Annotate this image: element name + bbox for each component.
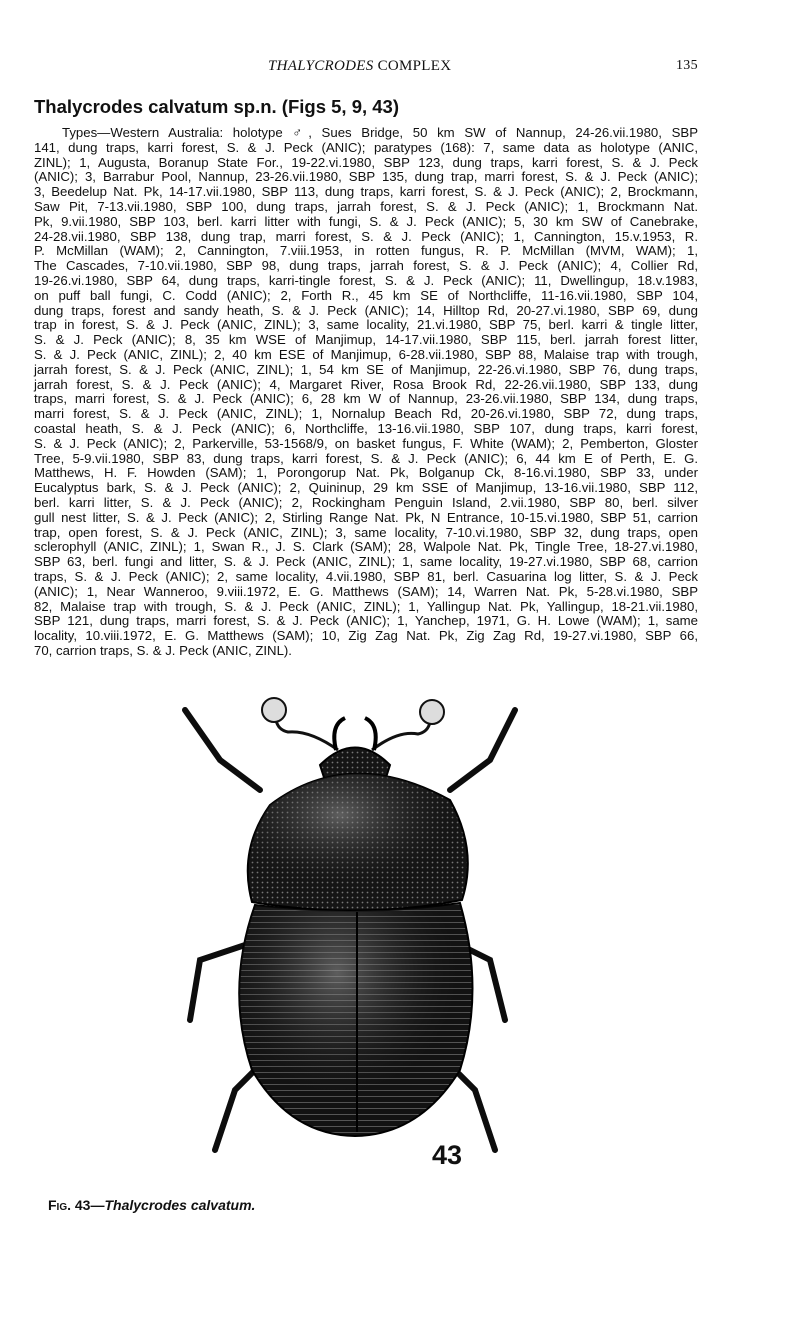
paragraph-line: SBP 63, berl. fungi and litter, S. & J. Peck (ANIC, ZINL); 1, same locality, 19-27.vi.1980, SBP 68, carrion: [34, 554, 698, 570]
paragraph-line: trap in forest, S. & J. Peck (ANIC, ZINL); 3, same locality, 21.vi.1980, SBP 75, berl. karri & tingle litter,: [34, 317, 698, 333]
paragraph-line: Matthews, H. F. Howden (SAM); 1, Porongorup Nat. Pk, Bolganup Ck, 8-16.vi.1980, SBP 33, under: [34, 465, 698, 481]
figure-caption-species: Thalycrodes calvatum.: [104, 1197, 256, 1213]
paragraph-line: (ANIC); 3, Barrabur Pool, Nannup, 23-26.vii.1980, SBP 135, dung trap, marri forest, S. & J. Peck (ANIC);: [34, 169, 698, 185]
paragraph-line: dung traps, forest and sandy heath, S. & J. Peck (ANIC); 14, Hilltop Rd, 20-27.vi.1980, SBP 69, dung: [34, 302, 698, 318]
paragraph-line: SBP 121, dung traps, marri forest, S. & J. Peck (ANIC); 1, Yanchep, 1971, G. H. Lowe (WAM); 1, same: [34, 613, 698, 629]
paragraph-line: (ANIC); 1, Near Wanneroo, 9.viii.1972, E. G. Matthews (SAM); 14, Warren Nat. Pk, 5-28.vi.1980, SBP: [34, 583, 698, 599]
paragraph-line: on puff ball fungi, C. Codd (ANIC); 2, Forth R., 45 km SE of Northcliffe, 11-16.vii.1980, SBP 104,: [34, 287, 698, 303]
paragraph-line: 24-28.vii.1980, SBP 138, dung trap, marri forest, S. & J. Peck (ANIC); 1, Cannington, 15.v.1953, R.: [34, 228, 698, 244]
paragraph-line: S. & J. Peck (ANIC); 8, 35 km WSE of Manjimup, 14-17.vii.1980, SBP 115, berl. jarrah forest litter,: [34, 332, 698, 348]
paragraph-line: locality, 10.viii.1972, E. G. Matthews (SAM); 10, Zig Zag Nat. Pk, Zig Zag Rd, 19-27.vi.1980, SBP 66,: [34, 628, 698, 644]
paragraph-line: Eucalyptus bark, S. & J. Peck (ANIC); 2, Quininup, 29 km SSE of Manjimup, 13-16.vii.1980, SBP 112,: [34, 480, 698, 496]
paragraph-line: P. McMillan (WAM); 2, Cannington, 7.viii.1953, in rotten fungus, R. P. McMillan (MVM, WAM); 1,: [34, 243, 698, 259]
paragraph-line: traps, marri forest, S. & J. Peck (ANIC); 6, 28 km W of Nannup, 23-26.vii.1980, SBP 134, dung traps,: [34, 391, 698, 407]
figure-caption: [48, 1197, 255, 1213]
beetle-illustration: [160, 690, 540, 1170]
paragraph-line: gull nest litter, S. & J. Peck (ANIC); 2, Stirling Range Nat. Pk, N Entrance, 10-15.vi.1980, SBP 51, carrion: [34, 509, 698, 525]
paragraph-line: The Cascades, 7-10.vii.1980, SBP 98, dung traps, jarrah forest, S. & J. Peck (ANIC); 4, Collier Rd,: [34, 258, 698, 274]
paragraph-line: 19-26.vi.1980, SBP 64, dung traps, karri-tingle forest, S. & J. Peck (ANIC); 11, Dwellingup, 18.v.1983,: [34, 272, 698, 288]
paragraph-line: coastal heath, S. & J. Peck (ANIC); 6, Northcliffe, 13-16.vii.1980, SBP 107, dung traps, karri forest,: [34, 420, 698, 436]
running-title-rest: COMPLEX: [373, 58, 452, 74]
paragraph-line: sclerophyll (ANIC, ZINL); 1, Swan R., J. S. Clark (SAM); 28, Walpole Nat. Pk, Tingle Tree, 18-27.vi.1980,: [34, 539, 698, 555]
paragraph-line: Tree, 5-9.vii.1980, SBP 83, dung traps, karri forest, S. & J. Peck (ANIC); 6, 44 km E of Perth, E. G.: [34, 450, 698, 466]
left-antenna: [276, 720, 338, 750]
running-title-genus: THALYCRODES: [268, 58, 374, 74]
mandible-right: [365, 718, 376, 750]
figure-caption-prefix: Fig. 43—: [48, 1197, 105, 1213]
paragraph-line: trap, open forest, S. & J. Peck (ANIC, ZINL); 3, same locality, 7-10.vi.1980, SBP 32, dung traps, open: [34, 524, 698, 540]
left-antenna-club: [262, 698, 286, 722]
paragraph-line: jarrah forest, S. & J. Peck (ANIC, ZINL); 1, 54 km SE of Manjimup, 22-26.vi.1980, SBP 76, dung traps,: [34, 361, 698, 377]
paragraph-line: berl. karri litter, S. & J. Peck (ANIC); 2, Rockingham Penguin Island, 2.vii.1980, SBP 80, berl. silver: [34, 494, 698, 510]
paragraph-line: jarrah forest, S. & J. Peck (ANIC); 4, Margaret River, Rosa Brook Rd, 22-26.vii.1980, SBP 133, dung: [34, 376, 698, 392]
right-antenna-club: [420, 700, 444, 724]
paragraph-line: S. & J. Peck (ANIC, ZINL); 2, 40 km ESE of Manjimup, 6-28.vii.1980, SBP 88, Malaise trap with trough,: [34, 346, 698, 362]
paragraph-line: 3, Beedelup Nat. Pk, 14-17.vii.1980, SBP 113, dung traps, karri forest, S. & J. Peck (ANIC); 2, Brockmann,: [34, 184, 698, 200]
paragraph-line: 82, Malaise trap with trough, S. & J. Peck (ANIC, ZINL); 1, Yallingup Nat. Pk, Yallingup, 18-21.vii.1980,: [34, 598, 698, 614]
figure-number-label: 43: [432, 1140, 463, 1170]
species-heading-name: Thalycrodes calvatum: [34, 96, 229, 117]
species-heading: [34, 96, 399, 118]
species-heading-figure-refs: sp.n. (Figs 5, 9, 43): [228, 96, 399, 117]
paragraph-line: 141, dung traps, karri forest, S. & J. Peck (ANIC); paratypes (168): 7, same data as holotype (ANIC,: [34, 139, 698, 155]
page-number: 135: [676, 58, 698, 73]
types-paragraph: [34, 126, 698, 659]
right-antenna: [372, 722, 430, 750]
running-title: [268, 58, 451, 75]
mandible-left: [334, 718, 345, 750]
paragraph-line: 70, carrion traps, S. & J. Peck (ANIC, ZINL).: [34, 642, 292, 658]
paragraph-line: S. & J. Peck (ANIC); 2, Parkerville, 53-1568/9, on basket fungus, F. White (WAM); 2, Pemberton, Gloster: [34, 435, 698, 451]
paragraph-line: Types—Western Australia: holotype ♂, Sues Bridge, 50 km SW of Nannup, 24-26.vii.1980, SBP: [62, 125, 698, 140]
paragraph-line: Pk, 9.vii.1980, SBP 103, berl. karri litter with fungi, S. & J. Peck (ANIC); 5, 30 km SW of Canebrake,: [34, 213, 698, 229]
paragraph-line: marri forest, S. & J. Peck (ANIC, ZINL); 1, Nornalup Beach Rd, 20-26.vi.1980, SBP 72, dung traps,: [34, 406, 698, 422]
paragraph-line: traps, S. & J. Peck (ANIC); 2, same locality, 4.vii.1980, SBP 81, berl. Casuarina log litter, S. & J. Peck: [34, 568, 698, 584]
paragraph-line: ZINL); 1, Augusta, Boranup State For., 19-22.vi.1980, SBP 123, dung traps, karri forest, S. & J. Peck: [34, 154, 698, 170]
paragraph-line: Saw Pit, 7-13.vii.1980, SBP 100, dung traps, jarrah forest, S. & J. Peck (ANIC); 1, Brockmann Nat.: [34, 198, 698, 214]
